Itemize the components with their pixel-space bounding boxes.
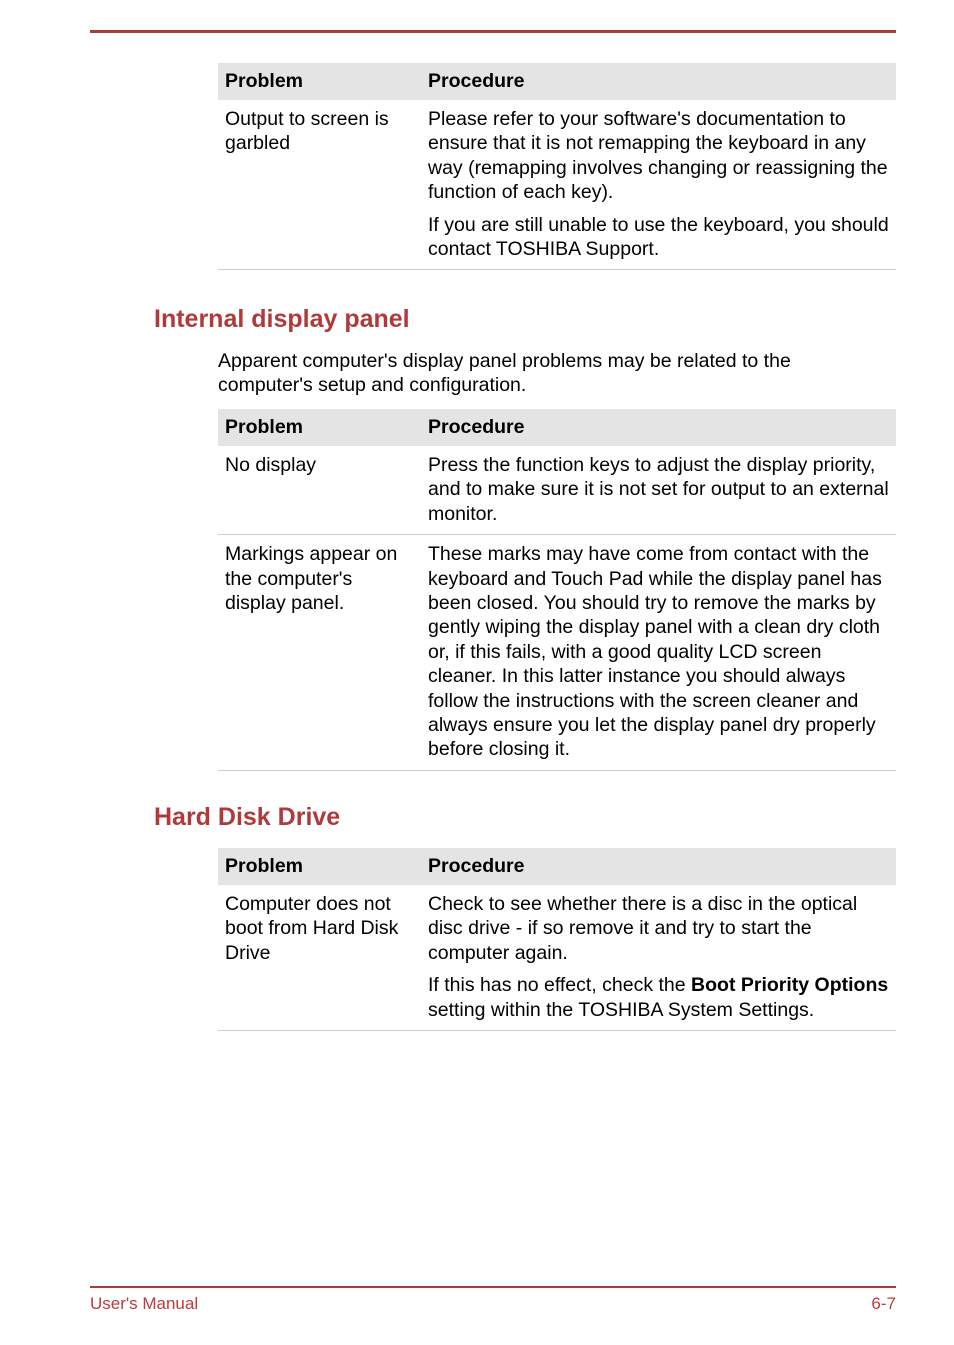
problem-cell: No display bbox=[225, 454, 317, 476]
table-row bbox=[218, 535, 896, 771]
header-procedure: Procedure bbox=[428, 416, 525, 439]
problem-cell: Computer does not boot from Hard Disk Drive bbox=[225, 893, 399, 964]
hdd-problem-table bbox=[218, 848, 896, 1031]
section-intro: Apparent computer's display panel problems may be related to the computer's setup and configuration. bbox=[218, 350, 791, 397]
top-rule bbox=[90, 30, 896, 33]
procedure-cell bbox=[422, 453, 896, 526]
keyboard-problem-table bbox=[218, 63, 896, 270]
procedure-text: Check to see whether there is a disc in the optical disc drive - if so remove it and try to start the computer again. bbox=[428, 893, 858, 964]
header-problem: Problem bbox=[225, 416, 304, 439]
procedure-text: These marks may have come from contact with the keyboard and Touch Pad while the display panel has been closed. You should try to remove the marks by gently wiping the display panel with a clean dry cloth or, if this fails, with a good quality LCD screen cleaner. In this latter instance you should always follow the instructions with the screen cleaner and always ensure you let the display panel dry properly before closing it. bbox=[428, 543, 882, 761]
display-problem-table bbox=[218, 409, 896, 771]
procedure-text: Press the function keys to adjust the display priority, and to make sure it is not set for output to an external monitor. bbox=[428, 454, 889, 525]
procedure-cell bbox=[422, 542, 896, 762]
problem-cell: Output to screen is garbled bbox=[225, 108, 389, 155]
problem-cell: Markings appear on the computer's display panel. bbox=[225, 543, 398, 615]
table-row bbox=[218, 446, 896, 535]
table-header bbox=[218, 409, 896, 446]
table-row bbox=[218, 885, 896, 1031]
bottom-rule bbox=[90, 1286, 896, 1288]
header-procedure: Procedure bbox=[428, 855, 525, 878]
table-row bbox=[218, 100, 896, 270]
section-heading-display: Internal display panel bbox=[154, 305, 410, 333]
section-heading-hdd: Hard Disk Drive bbox=[154, 803, 341, 831]
procedure-text-part: setting within the TOSHIBA System Settings. bbox=[428, 998, 815, 1021]
procedure-text: If you are still unable to use the keyboard, you should contact TOSHIBA Support. bbox=[428, 213, 889, 261]
footer-manual-title: User's Manual bbox=[90, 1294, 199, 1313]
boot-priority-options-term: Boot Priority Options bbox=[691, 974, 889, 997]
procedure-cell bbox=[422, 892, 896, 1022]
table-header bbox=[218, 63, 896, 100]
header-problem: Problem bbox=[225, 70, 304, 93]
header-procedure: Procedure bbox=[428, 70, 525, 93]
procedure-text-part: If this has no effect, check the bbox=[428, 974, 692, 997]
header-problem: Problem bbox=[225, 855, 304, 878]
procedure-text: Please refer to your software's documentation to ensure that it is not remapping the keyboard in any way (remapping involves changing or reassigning the function of each key). bbox=[428, 108, 888, 204]
footer-page-number: 6-7 bbox=[871, 1294, 896, 1313]
table-header bbox=[218, 848, 896, 885]
procedure-cell bbox=[422, 107, 896, 261]
procedure-text-mixed bbox=[428, 973, 892, 1022]
